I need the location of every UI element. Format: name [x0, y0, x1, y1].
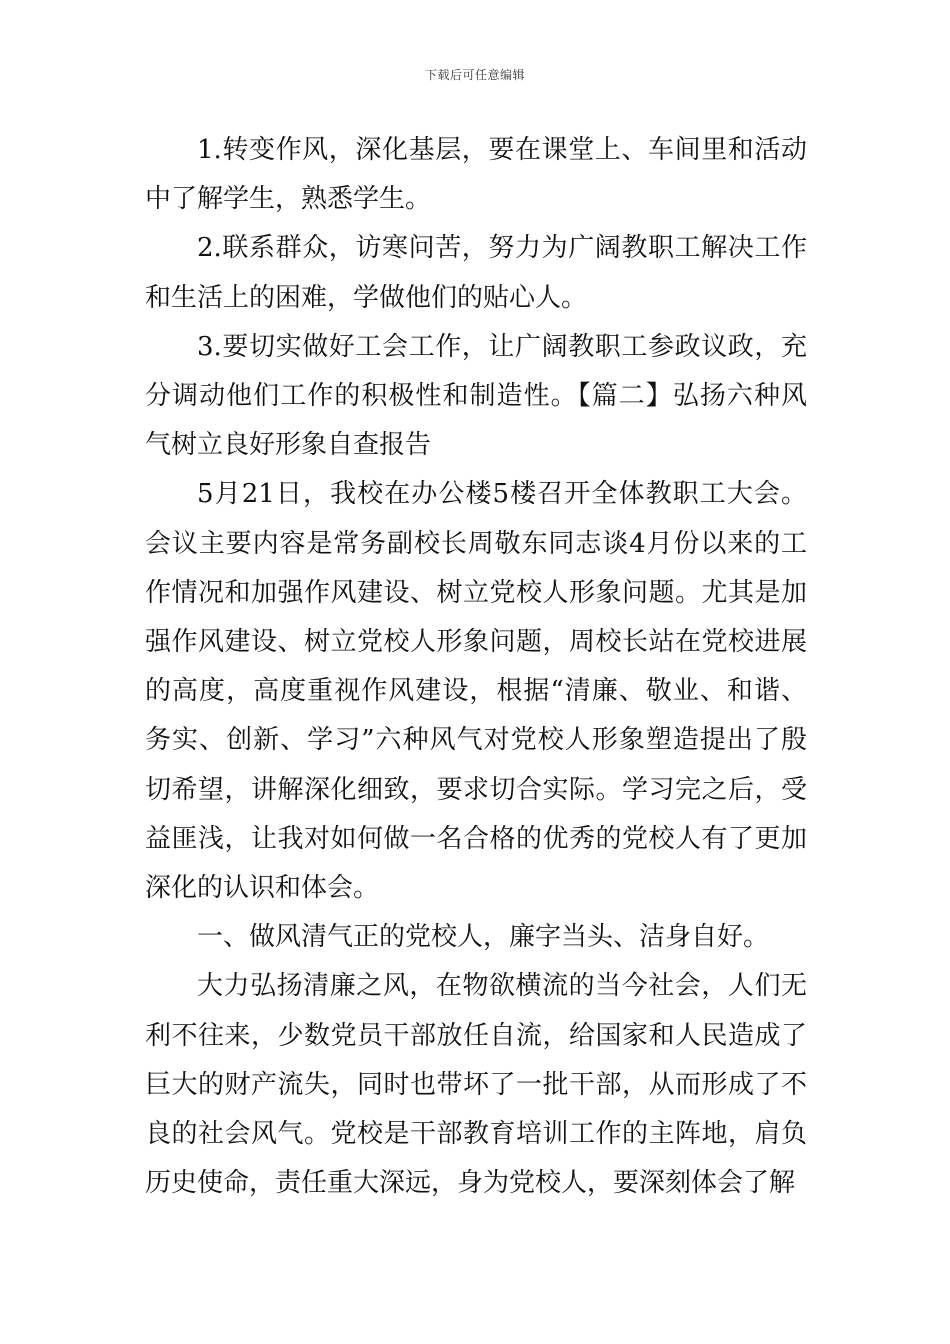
paragraph-clean-style: 大力弘扬清廉之风，在物欲横流的当今社会，人们无利不往来，少数党员干部放任自流，给国家和人民造成了巨大的财产流失，同时也带坏了一批干部，从而形成了不良的社会风气。党校是干部教育培训工作的主阵地，肩负历史使命，责任重大深远，身为党校人，要深刻体会了解 — [145, 971, 807, 1199]
page-header: 下载后可任意编辑 — [424, 68, 525, 82]
document-body — [145, 126, 807, 1208]
paragraph-item-2: 2.联系群众，访寒问苦，努力为广阔教职工解决工作和生活上的困难，学做他们的贴心人。 — [145, 233, 807, 313]
paragraph-item-1: 1.转变作风，深化基层，要在课堂上、车间里和活动中了解学生，熟悉学生。 — [145, 135, 807, 215]
paragraph-item-3: 3.要切实做好工会工作，让广阔教职工参政议政，充分调动他们工作的积极性和制造性。【篇二】弘扬六种风气树立良好形象自查报告 — [145, 331, 807, 461]
section-heading-1: 一、做风清气正的党校人，廉字当头、洁身自好。 — [197, 922, 770, 953]
paragraph-meeting: 5月21日，我校在办公楼5楼召开全体教职工大会。会议主要内容是常务副校长周敬东同志谈4月份以来的工作情况和加强作风建设、树立党校人形象问题。尤其是加强作风建设、树立党校人形象问题，周校长站在党校进展的高度，高度重视作风建设，根据“清廉、敬业、和谐、务实、创新、学习”六种风气对党校人形象塑造提出了殷切希望，讲解深化细致，要求切合实际。学习完之后，受益匪浅，让我对如何做一名合格的优秀的党校人有了更加深化的认识和体会。 — [145, 479, 807, 904]
